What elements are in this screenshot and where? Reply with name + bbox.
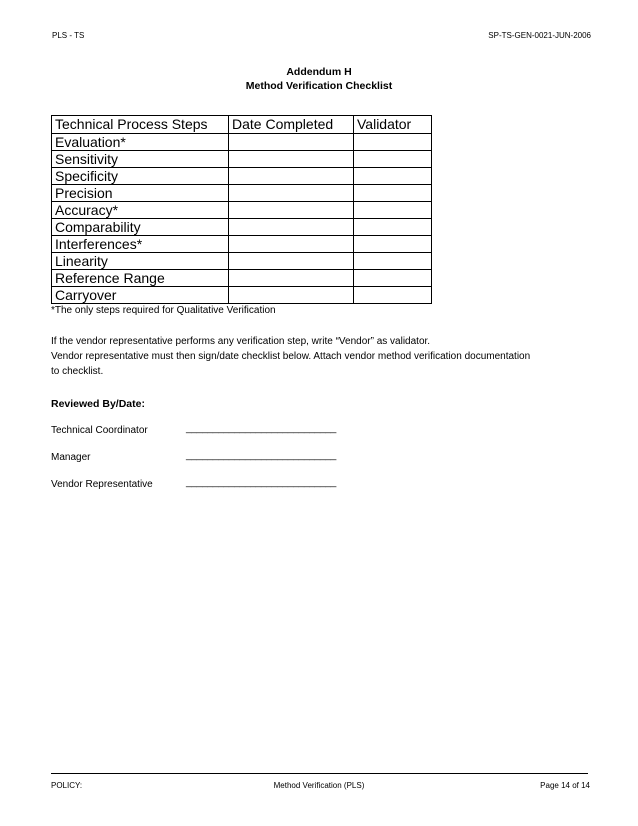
column-header-validator: Validator: [354, 116, 432, 134]
signature-line-manager[interactable]: ____________________________: [186, 450, 337, 461]
step-cell: Sensitivity: [52, 151, 229, 168]
signature-label-technical-coordinator: Technical Coordinator: [51, 425, 148, 436]
validator-cell[interactable]: [354, 134, 432, 151]
instruction-line: Vendor representative must then sign/date checklist below. Attach vendor method verification documentation: [51, 351, 531, 362]
step-cell: Interferences*: [52, 236, 229, 253]
table-row: [52, 202, 432, 219]
validator-cell[interactable]: [354, 219, 432, 236]
table-row: [52, 253, 432, 270]
table-row: [52, 151, 432, 168]
validator-cell[interactable]: [354, 202, 432, 219]
table-row: [52, 287, 432, 304]
column-header-steps: Technical Process Steps: [52, 116, 229, 134]
step-cell: Specificity: [52, 168, 229, 185]
date-cell[interactable]: [229, 287, 354, 304]
date-cell[interactable]: [229, 151, 354, 168]
addendum-title: Addendum H: [286, 66, 352, 78]
date-cell[interactable]: [229, 236, 354, 253]
table-row: [52, 236, 432, 253]
table-row: [52, 219, 432, 236]
date-cell[interactable]: [229, 202, 354, 219]
column-header-date: Date Completed: [229, 116, 354, 134]
qualitative-note: *The only steps required for Qualitative Verification: [51, 305, 276, 316]
vendor-instructions: [51, 334, 611, 379]
date-cell[interactable]: [229, 270, 354, 287]
step-cell: Reference Range: [52, 270, 229, 287]
signature-label-manager: Manager: [51, 452, 91, 463]
validator-cell[interactable]: [354, 270, 432, 287]
checklist-title: Method Verification Checklist: [245, 80, 393, 92]
table-row: [52, 185, 432, 202]
date-cell[interactable]: [229, 168, 354, 185]
footer-policy: POLICY:: [51, 781, 83, 790]
validator-cell[interactable]: [354, 287, 432, 304]
reviewed-heading: Reviewed By/Date:: [51, 398, 145, 410]
table-header-row: [52, 116, 432, 134]
step-cell: Precision: [52, 185, 229, 202]
footer-page-number: Page 14 of 14: [540, 781, 590, 790]
footer-divider: [51, 773, 588, 774]
step-cell: Accuracy*: [52, 202, 229, 219]
step-cell: Comparability: [52, 219, 229, 236]
signature-line-technical-coordinator[interactable]: ____________________________: [186, 423, 337, 434]
validator-cell[interactable]: [354, 236, 432, 253]
footer-document-title: Method Verification (PLS): [273, 781, 365, 790]
table-row: [52, 134, 432, 151]
date-cell[interactable]: [229, 253, 354, 270]
table-row: [52, 270, 432, 287]
verification-checklist-table: [51, 115, 432, 304]
header-left: PLS - TS: [52, 31, 85, 40]
validator-cell[interactable]: [354, 185, 432, 202]
signature-line-vendor-representative[interactable]: ____________________________: [186, 477, 337, 488]
table-row: [52, 168, 432, 185]
step-cell: Linearity: [52, 253, 229, 270]
step-cell: Evaluation*: [52, 134, 229, 151]
header-right: SP-TS-GEN-0021-JUN-2006: [488, 31, 591, 40]
validator-cell[interactable]: [354, 168, 432, 185]
validator-cell[interactable]: [354, 151, 432, 168]
instruction-line: If the vendor representative performs any verification step, write “Vendor” as validator.: [51, 336, 431, 347]
instruction-line: to checklist.: [51, 366, 104, 377]
signature-label-vendor-representative: Vendor Representative: [51, 479, 153, 490]
date-cell[interactable]: [229, 219, 354, 236]
validator-cell[interactable]: [354, 253, 432, 270]
date-cell[interactable]: [229, 185, 354, 202]
date-cell[interactable]: [229, 134, 354, 151]
step-cell: Carryover: [52, 287, 229, 304]
